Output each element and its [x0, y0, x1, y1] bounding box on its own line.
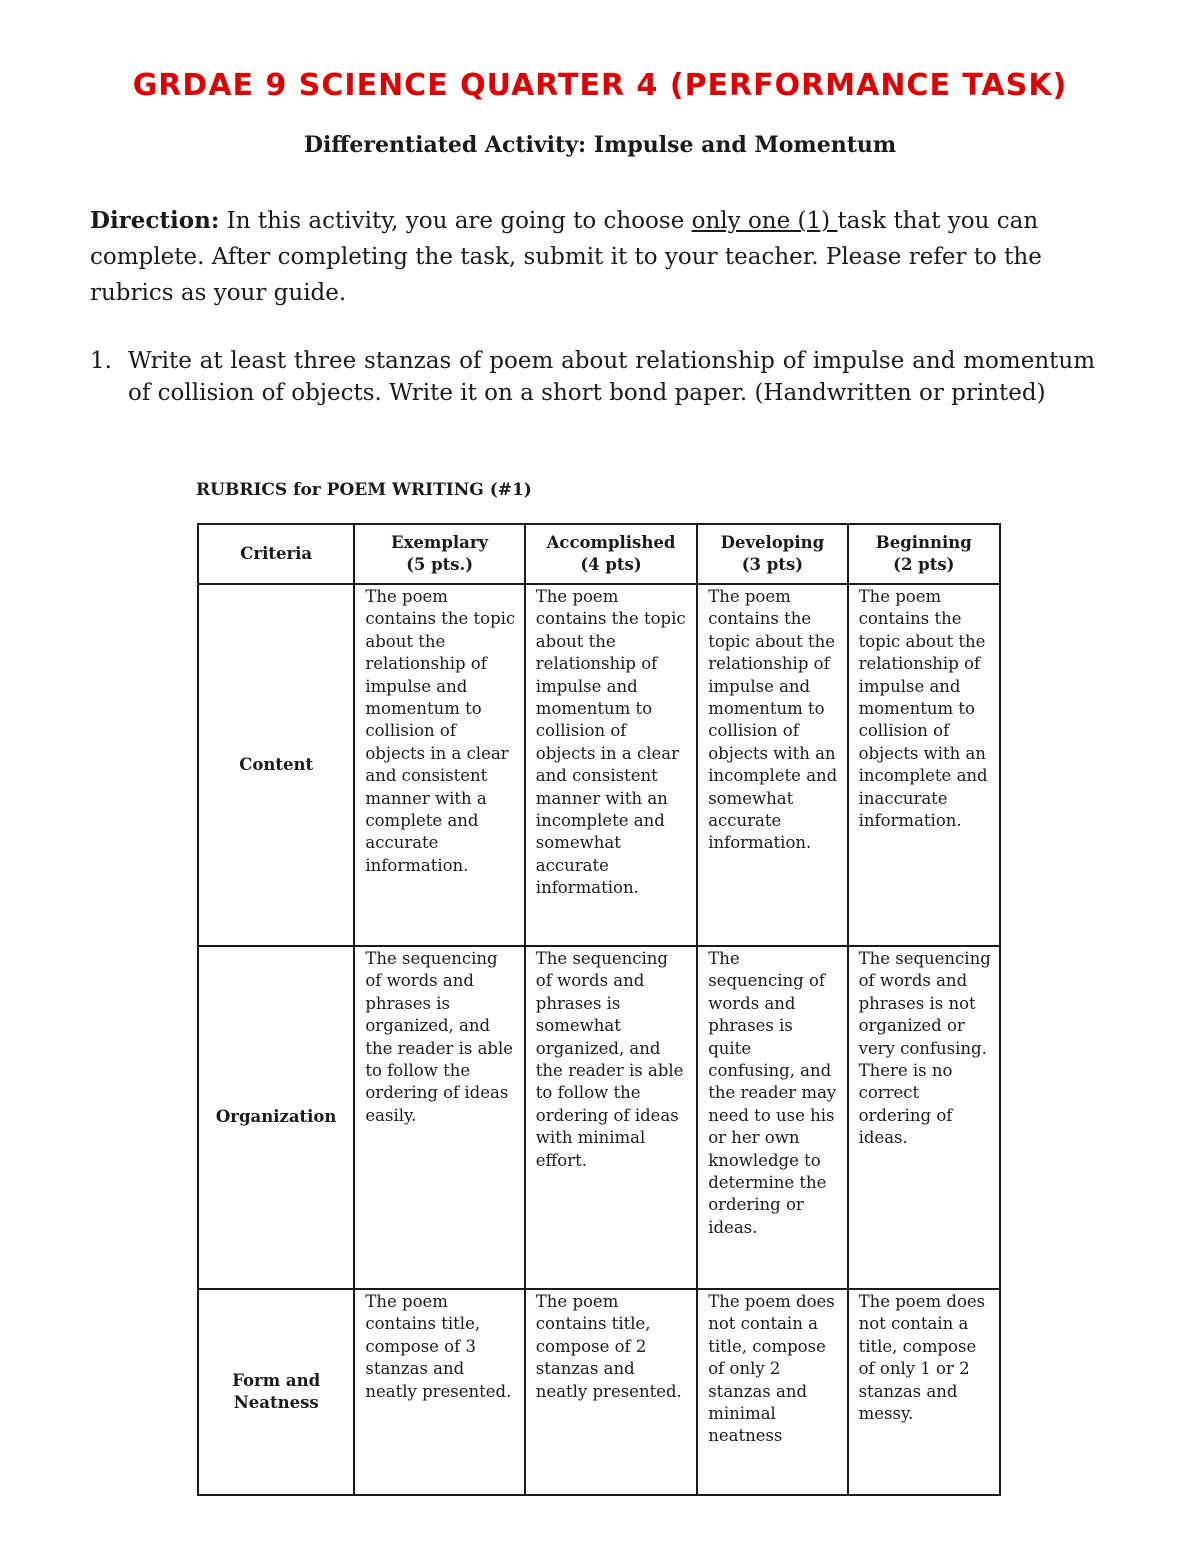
header-beginning: Beginning (2 pts) [848, 524, 1000, 584]
rubric-cell: The poem does not contain a title, compose of only 1 or 2 stanzas and messy. [848, 1289, 1000, 1495]
task-text: Write at least three stanzas of poem about relationship of impulse and momentum of collision of objects. Write it on a short bond paper. (Handwritten or printed) [128, 348, 1095, 406]
direction-text-before: In this activity, you are going to choose [219, 208, 692, 234]
direction-paragraph [90, 203, 1095, 311]
rubric-heading: RUBRICS for POEM WRITING (#1) [196, 480, 532, 500]
rubric-cell: The poem contains the topic about the relationship of impulse and momentum to collision of objects in a clear and consistent manner with an incomplete and somewhat accurate information. [525, 584, 697, 946]
rubric-header-row [198, 524, 1000, 584]
header-accomplished: Accomplished (4 pts) [525, 524, 697, 584]
rubric-row-form-neatness [198, 1289, 1000, 1495]
header-exemplary: Exemplary (5 pts.) [354, 524, 524, 584]
direction-text-after: task that you can complete. After completing the task, submit it to your teacher. Please refer to the rubrics as your guide. [90, 208, 1042, 306]
header-developing: Developing (3 pts) [697, 524, 847, 584]
criteria-cell: Form and Neatness [198, 1289, 354, 1495]
rubric-cell: The poem contains the topic about the relationship of impulse and momentum to collision of objects with an incomplete and somewhat accurate information. [697, 584, 847, 946]
task-item [90, 345, 1095, 409]
rubric-row-content [198, 584, 1000, 946]
criteria-cell: Organization [198, 946, 354, 1289]
rubric-cell: The poem contains title, compose of 2 stanzas and neatly presented. [525, 1289, 697, 1495]
direction-underlined: only one (1) [691, 208, 838, 234]
rubric-cell: The sequencing of words and phrases is quite confusing, and the reader may need to use his or her own knowledge to determine the ordering or ideas. [697, 946, 847, 1289]
criteria-cell: Content [198, 584, 354, 946]
task-number: 1. [90, 348, 112, 374]
rubric-cell: The sequencing of words and phrases is not organized or very confusing. There is no correct ordering of ideas. [848, 946, 1000, 1289]
rubric-table [197, 523, 1001, 1496]
rubric-cell: The poem contains the topic about the relationship of impulse and momentum to collision of objects with an incomplete and inaccurate information. [848, 584, 1000, 946]
page-title: GRDAE 9 SCIENCE QUARTER 4 (PERFORMANCE TASK) [132, 68, 1068, 103]
direction-label: Direction: [90, 207, 220, 234]
rubric-row-organization [198, 946, 1000, 1289]
header-criteria: Criteria [198, 524, 354, 584]
rubric-cell: The sequencing of words and phrases is organized, and the reader is able to follow the ordering of ideas easily. [354, 946, 524, 1289]
rubric-cell: The poem contains title, compose of 3 stanzas and neatly presented. [354, 1289, 524, 1495]
rubric-cell: The poem does not contain a title, compose of only 2 stanzas and minimal neatness [697, 1289, 847, 1495]
activity-subtitle: Differentiated Activity: Impulse and Momentum [303, 132, 897, 158]
rubric-cell: The poem contains the topic about the relationship of impulse and momentum to collision of objects in a clear and consistent manner with a complete and accurate information. [354, 584, 524, 946]
rubric-cell: The sequencing of words and phrases is somewhat organized, and the reader is able to follow the ordering of ideas with minimal effort. [525, 946, 697, 1289]
